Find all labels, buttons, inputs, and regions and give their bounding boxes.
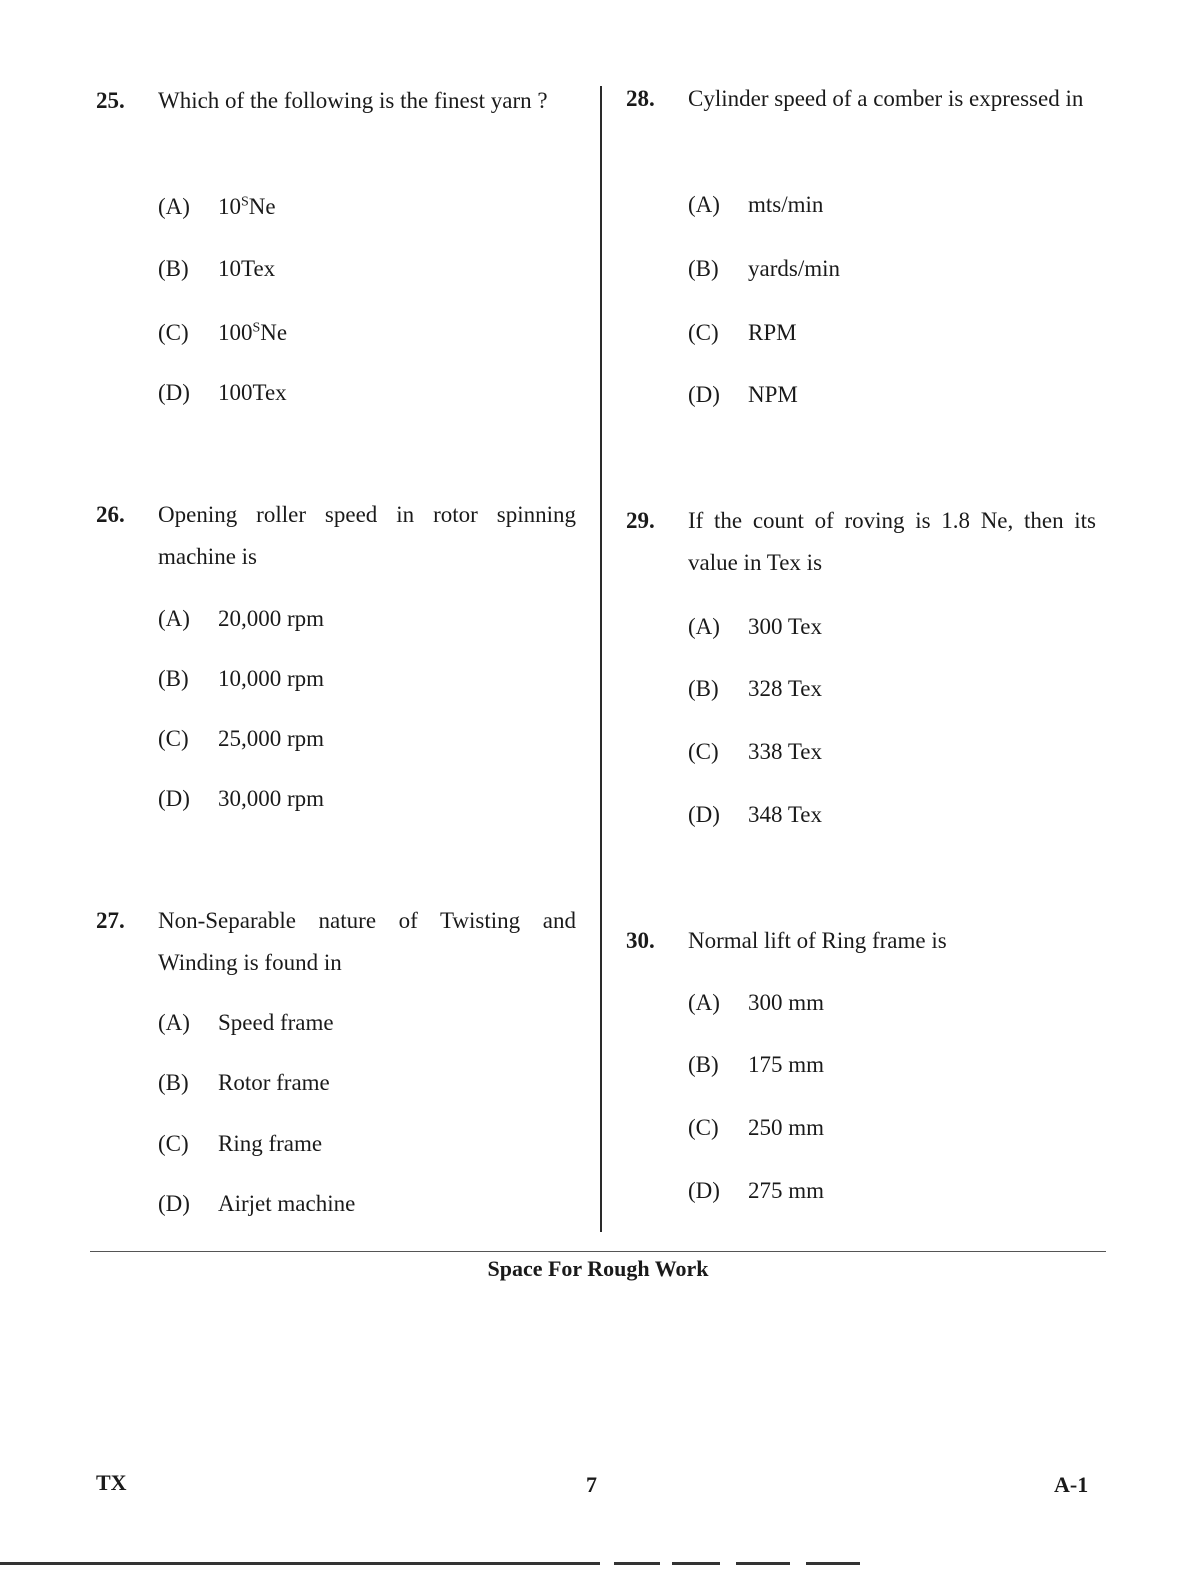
rough-work-heading: Space For Rough Work (487, 1256, 709, 1281)
column-divider (600, 86, 602, 1232)
question-29 (626, 500, 1096, 827)
option-a (158, 1010, 334, 1036)
option-c (158, 320, 287, 346)
option-b (688, 256, 840, 282)
question-text: If the count of roving is 1.8 Ne, then its value in Tex is (688, 508, 1096, 575)
footer-series: A-1 (1054, 1472, 1089, 1497)
question-text: Cylinder speed of a comber is expressed in (688, 86, 1084, 111)
question-text: Normal lift of Ring frame is (688, 928, 947, 953)
option-label: (B) (688, 256, 719, 281)
option-text: 10,000 rpm (218, 666, 325, 691)
option-text: 300 Tex (748, 614, 822, 639)
question-number: 28. (626, 86, 655, 111)
question-28 (626, 78, 1096, 407)
question-number: 26. (96, 502, 125, 527)
option-label: (D) (158, 380, 190, 405)
option-text: Rotor frame (218, 1070, 330, 1095)
option-d (688, 382, 798, 408)
option-label: (D) (158, 1191, 190, 1216)
option-d (158, 786, 324, 812)
option-b (688, 1052, 824, 1078)
option-label: (A) (158, 194, 190, 219)
option-label: (B) (158, 1070, 189, 1095)
option-label: (A) (688, 990, 720, 1015)
option-text: Airjet machine (218, 1191, 356, 1216)
option-text: Speed frame (218, 1010, 334, 1035)
option-text: RPM (748, 320, 797, 345)
option-text: yards/min (748, 256, 840, 281)
option-a (688, 990, 824, 1016)
option-label: (C) (158, 1131, 189, 1156)
option-a (688, 614, 822, 640)
option-text: 20,000 rpm (218, 606, 325, 631)
option-text: 300 mm (748, 990, 825, 1015)
question-text: Opening roller speed in rotor spinning machine is (158, 502, 576, 569)
option-text: 338 Tex (748, 739, 822, 764)
option-text-base: 100 (218, 320, 253, 345)
option-text: 175 mm (748, 1052, 825, 1077)
option-label: (A) (158, 1010, 190, 1035)
option-label: (A) (688, 192, 720, 217)
option-text: 250 mm (748, 1115, 825, 1140)
option-a (158, 606, 324, 632)
option-label: (C) (688, 1115, 719, 1140)
question-number: 25. (96, 88, 125, 113)
option-text-unit: Ne (260, 320, 288, 345)
question-number: 30. (626, 928, 655, 953)
option-text: Ring frame (218, 1131, 323, 1156)
option-text: 275 mm (748, 1178, 825, 1203)
option-c (688, 320, 797, 346)
option-label: (C) (688, 320, 719, 345)
question-27 (96, 900, 576, 1216)
question-30 (626, 920, 1096, 1203)
option-text: 100Tex (218, 380, 287, 405)
option-b (158, 256, 275, 282)
option-label: (B) (688, 1052, 719, 1077)
rough-work-divider (90, 1251, 1106, 1252)
option-label: (D) (158, 786, 190, 811)
option-label: (B) (158, 256, 189, 281)
question-number: 27. (96, 908, 125, 933)
option-c (688, 739, 822, 765)
option-text: 25,000 rpm (218, 726, 325, 751)
option-text-sup: S (252, 320, 261, 336)
option-d (158, 1191, 355, 1217)
question-text: Non-Separable nature of Twisting and Winding is found in (158, 908, 576, 975)
question-text: Which of the following is the finest yarn ? (158, 88, 548, 113)
option-text: 348 Tex (748, 802, 822, 827)
option-label: (C) (158, 726, 189, 751)
bottom-border (0, 1562, 1180, 1565)
option-label: (C) (688, 739, 719, 764)
option-label: (A) (158, 606, 190, 631)
question-26 (96, 494, 576, 811)
option-b (688, 676, 822, 702)
option-text-sup: S (241, 194, 249, 210)
option-text: 30,000 rpm (218, 786, 325, 811)
footer-subject-code: TX (96, 1470, 127, 1495)
option-c (158, 1131, 322, 1157)
option-text-unit: Ne (248, 194, 276, 219)
footer-page-number: 7 (586, 1472, 597, 1497)
option-label: (B) (158, 666, 189, 691)
option-d (688, 1178, 824, 1204)
option-label: (C) (158, 320, 189, 345)
option-a (158, 194, 276, 220)
option-text: 10Tex (218, 256, 276, 281)
option-b (158, 666, 324, 692)
question-25 (96, 80, 576, 405)
option-text: mts/min (748, 192, 824, 217)
option-c (688, 1115, 824, 1141)
option-b (158, 1070, 330, 1096)
option-label: (B) (688, 676, 719, 701)
option-text: 328 Tex (748, 676, 822, 701)
option-d (158, 380, 287, 406)
option-label: (D) (688, 382, 720, 407)
option-c (158, 726, 324, 752)
option-d (688, 802, 822, 828)
question-number: 29. (626, 508, 655, 533)
option-label: (A) (688, 614, 720, 639)
option-text-base: 10 (218, 194, 241, 219)
option-text: NPM (748, 382, 798, 407)
option-label: (D) (688, 802, 720, 827)
option-label: (D) (688, 1178, 720, 1203)
option-a (688, 192, 823, 218)
